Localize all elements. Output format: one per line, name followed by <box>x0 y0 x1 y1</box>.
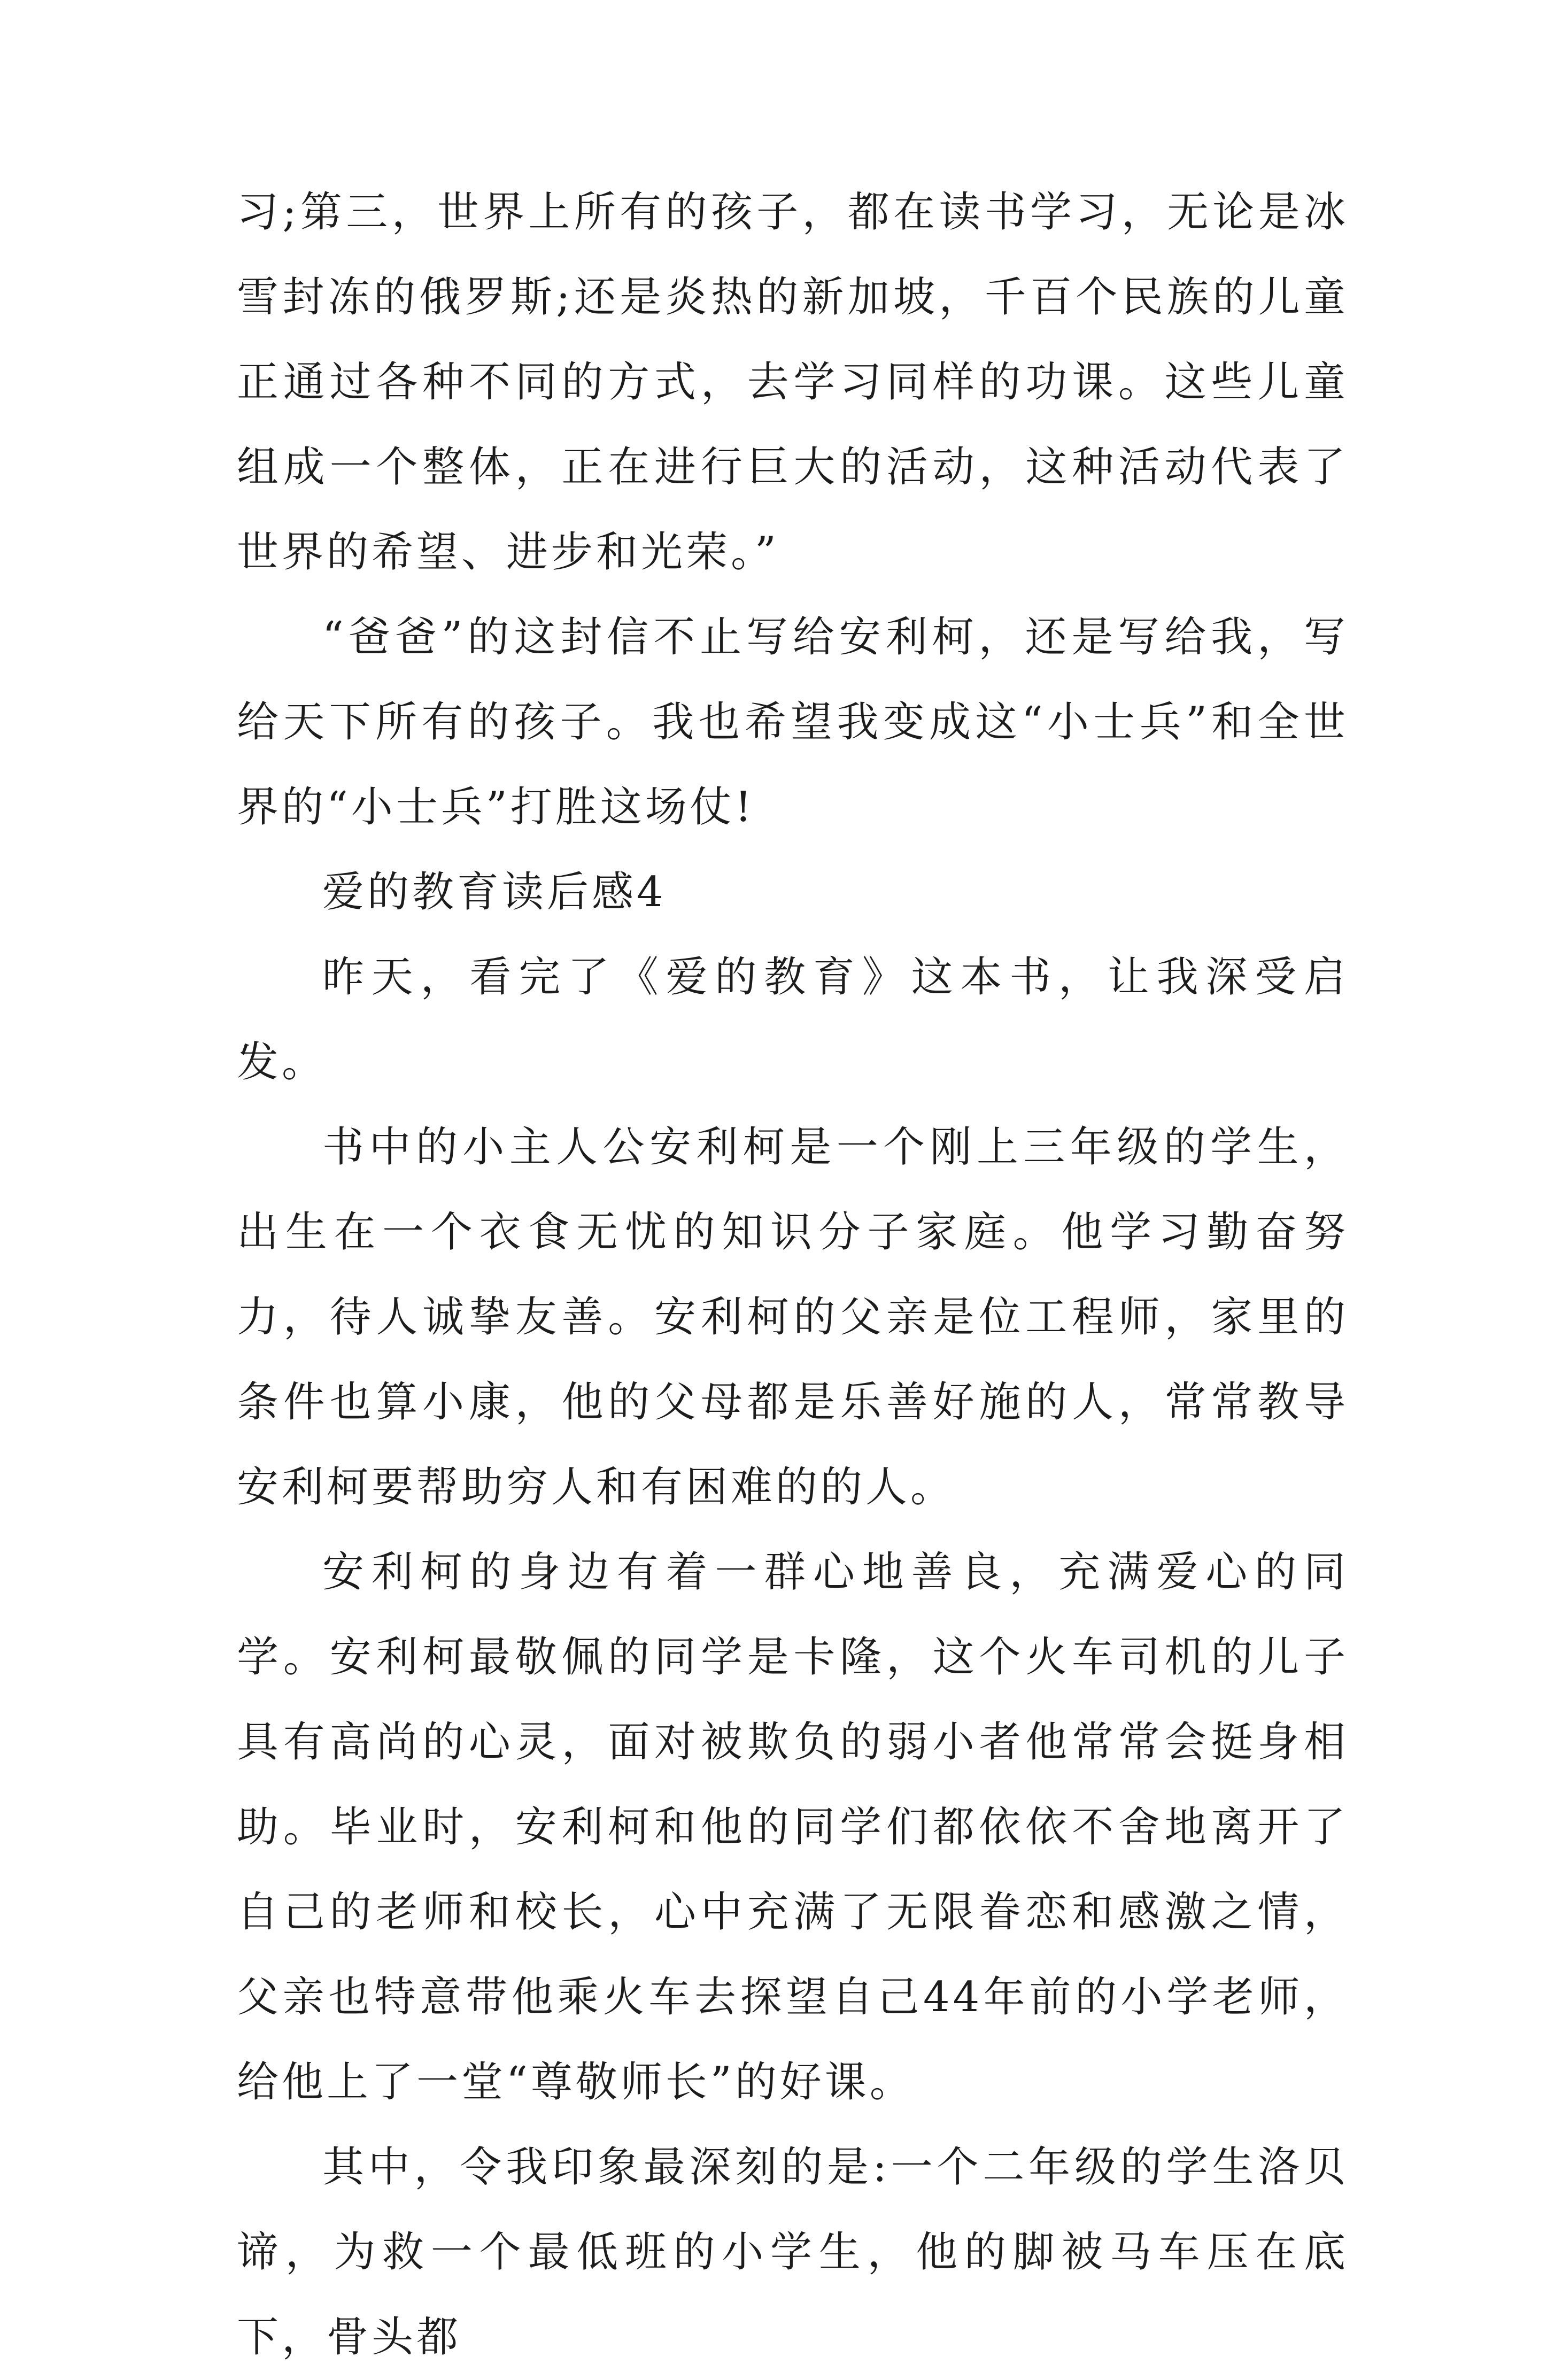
paragraph-7: 其中，令我印象最深刻的是:一个二年级的学生洛贝谛，为救一个最低班的小学生，他的脚被马车压在底下，骨头都 <box>237 2143 1349 2361</box>
paragraph-2: “爸爸”的这封信不止写给安利柯，还是写给我，写给天下所有的孩子。我也希望我变成这“小士兵”和全世界的“小士兵”打胜这场仗! <box>237 613 1349 831</box>
section-heading: 爱的教育读后感4 <box>322 868 667 916</box>
document-body <box>237 170 1349 2380</box>
paragraph-5: 书中的小主人公安利柯是一个刚上三年级的学生，出生在一个衣食无忧的知识分子家庭。他学习勤奋努力，待人诚挚友善。安利柯的父亲是位工程师，家里的条件也算小康，他的父母都是乐善好施的人，常常教导安利柯要帮助穷人和有困难的的人。 <box>237 1123 1349 1511</box>
paragraph-1: 习;第三，世界上所有的孩子，都在读书学习，无论是冰雪封冻的俄罗斯;还是炎热的新加坡，千百个民族的儿童正通过各种不同的方式，去学习同样的功课。这些儿童组成一个整体，正在进行巨大的活动，这种活动代表了世界的希望、进步和光荣。” <box>237 188 1349 576</box>
paragraph-4: 昨天，看完了《爱的教育》这本书，让我深受启发。 <box>237 953 1349 1086</box>
paragraph-6: 安利柯的身边有着一群心地善良，充满爱心的同学。安利柯最敬佩的同学是卡隆，这个火车司机的儿子具有高尚的心灵，面对被欺负的弱小者他常常会挺身相助。毕业时，安利柯和他的同学们都依依不舍地离开了自己的老师和校长，心中充满了无限眷恋和感激之情，父亲也特意带他乘火车去探望自己44年前的小学老师，给他上了一堂“尊敬师长”的好课。 <box>237 1548 1349 2106</box>
